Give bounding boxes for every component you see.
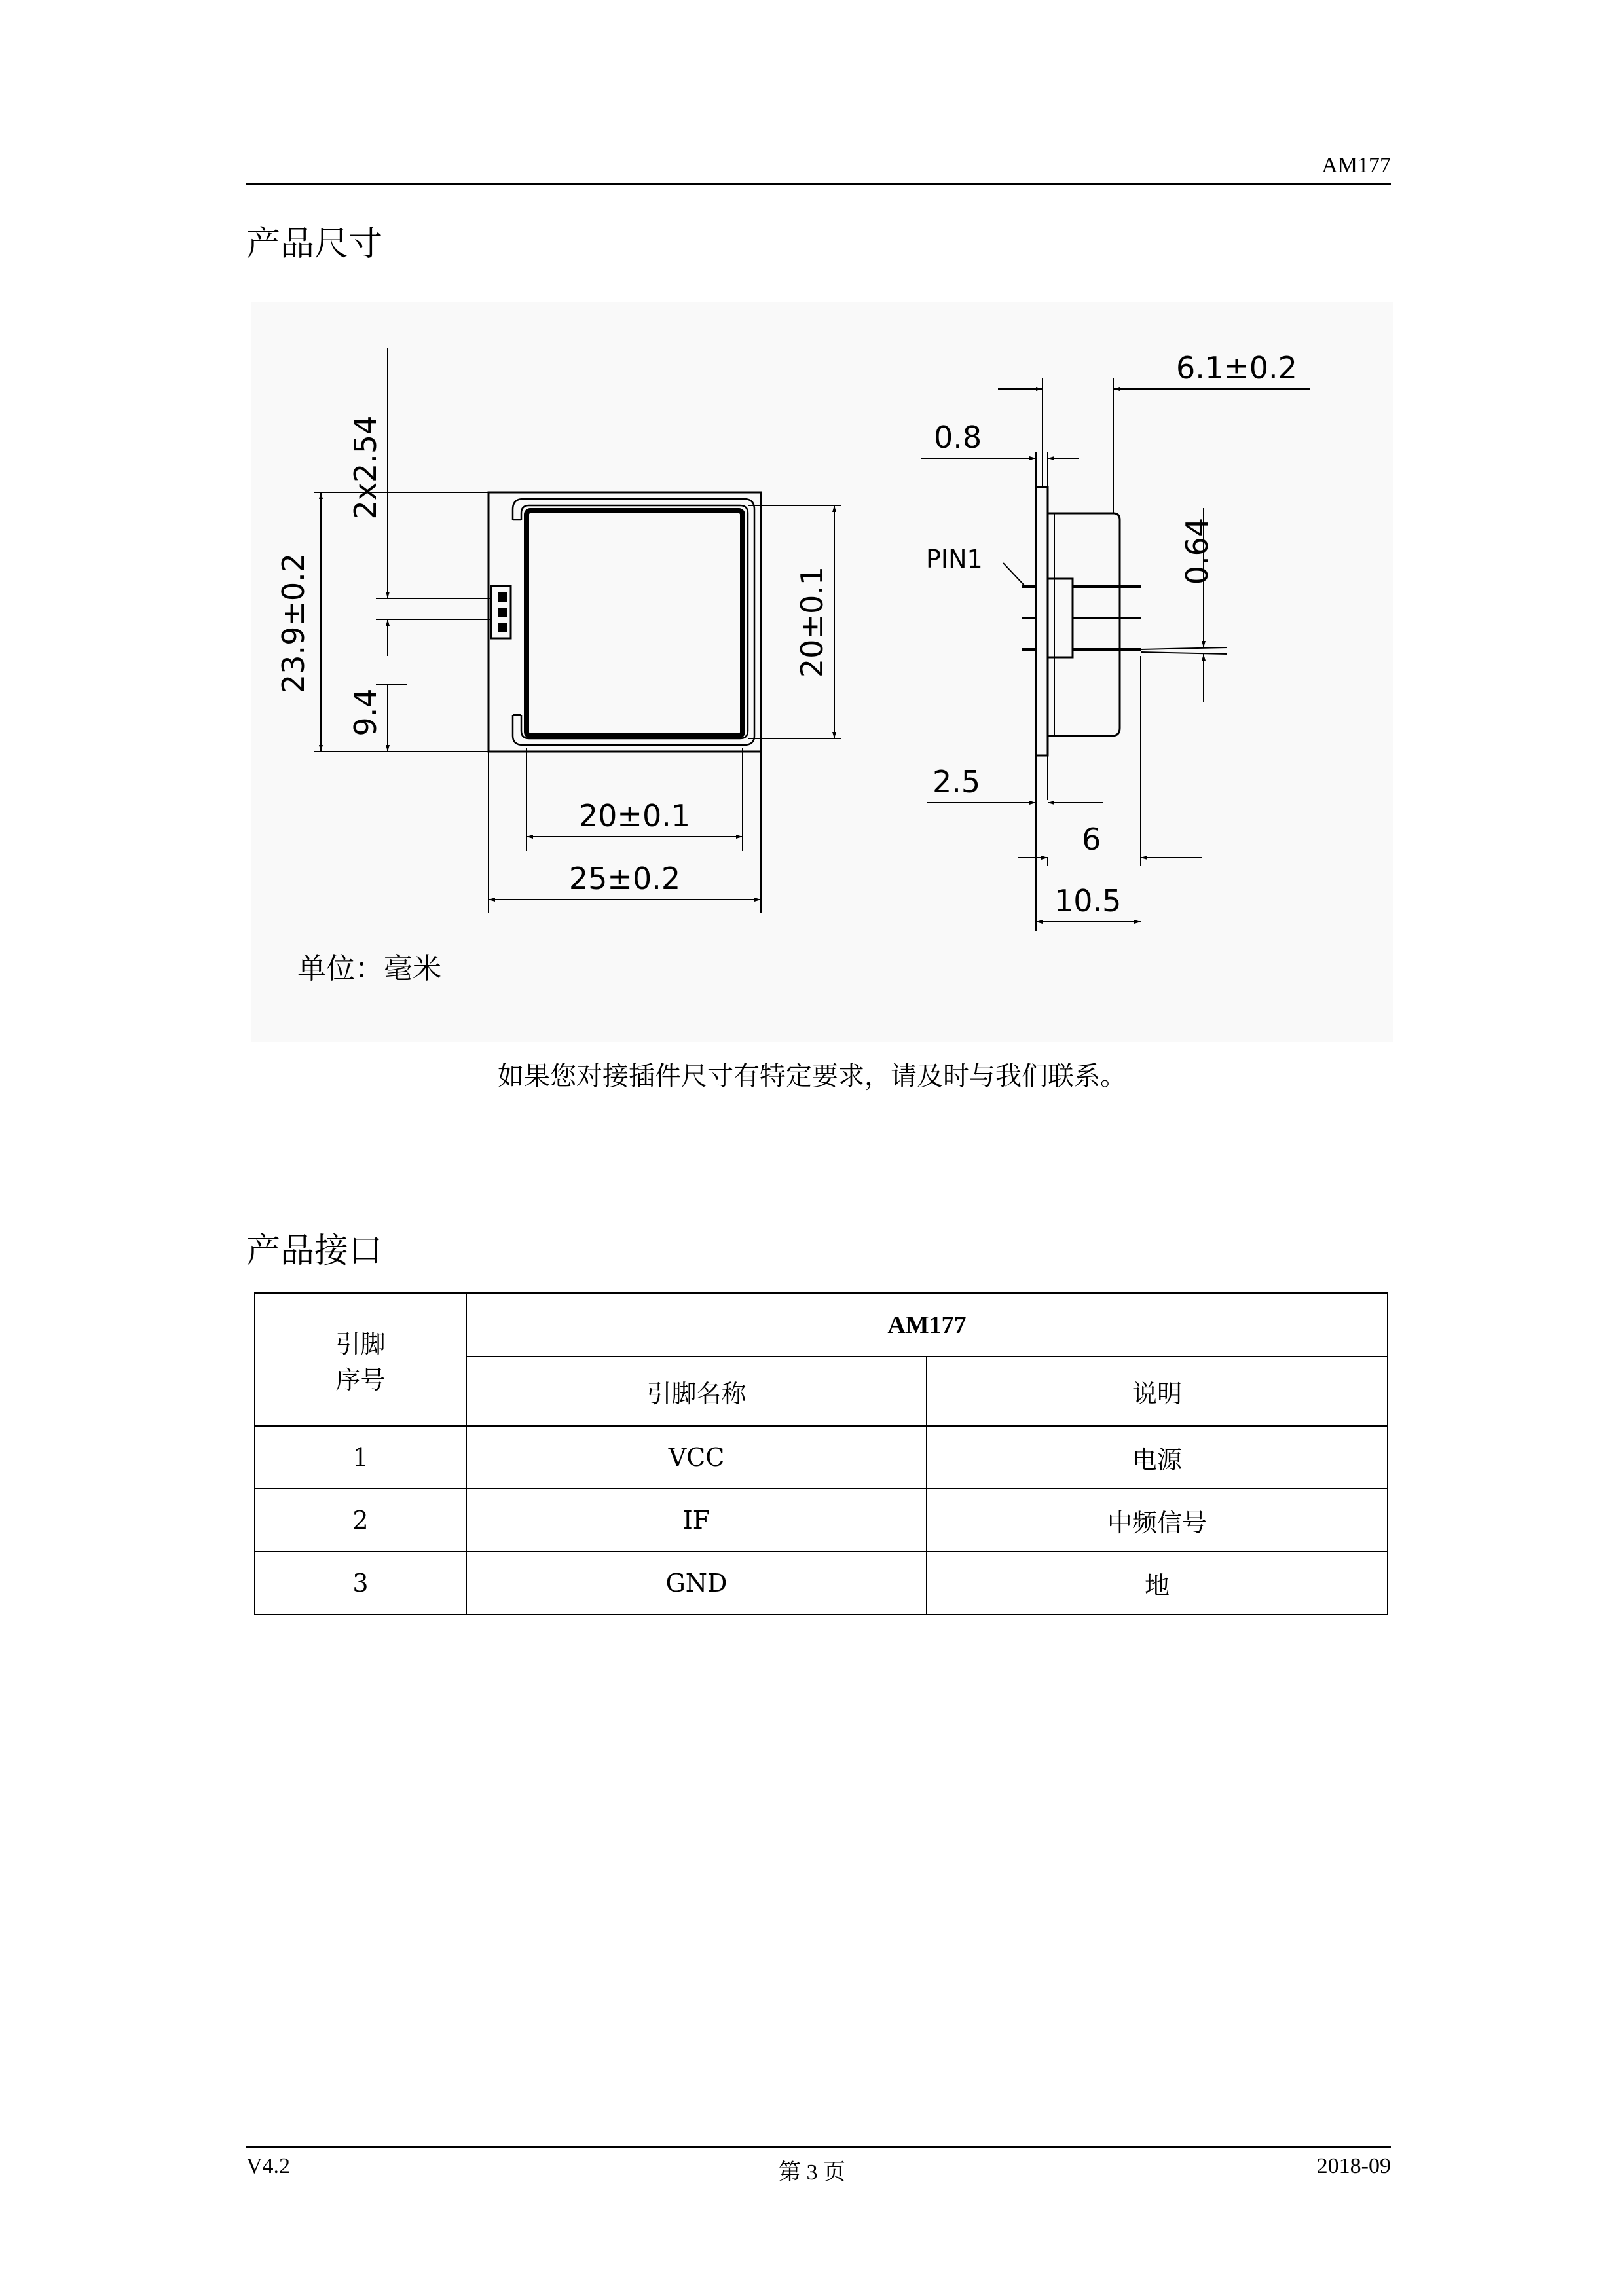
dim-b: 6 <box>1082 822 1101 857</box>
footer-rule <box>246 2146 1391 2148</box>
connector-note: 如果您对接插件尺寸有特定要求，请及时与我们联系。 <box>498 1061 1126 1091</box>
dim-outer-width: 25±0.2 <box>568 861 681 896</box>
footer-page-number: 第 3 页 <box>779 2160 845 2185</box>
antenna-window <box>526 511 743 736</box>
dimension-drawing <box>251 302 1393 1042</box>
pin-name: VCC <box>466 1426 927 1489</box>
dim-a: 2.5 <box>932 764 981 799</box>
section-title-interface: 产品接口 <box>246 1231 383 1271</box>
pcb-edge <box>1036 487 1048 756</box>
pin-description: 电源 <box>927 1426 1388 1489</box>
pin-name: IF <box>466 1489 927 1552</box>
table-row <box>255 1552 1388 1614</box>
dim-height: 23.9±0.2 <box>276 553 311 694</box>
front-view <box>489 492 761 752</box>
unit-label: 单位：毫米 <box>297 952 441 985</box>
dim-inner-width: 20±0.1 <box>578 798 691 833</box>
header-pin-name: 引脚名称 <box>466 1357 927 1426</box>
dim-pitch: 2x2.54 <box>348 415 383 520</box>
pin-name: GND <box>466 1552 927 1614</box>
pin-number: 3 <box>255 1552 466 1614</box>
pin-number: 1 <box>255 1426 466 1489</box>
dim-board-thickness: 0.8 <box>934 420 982 455</box>
pin-number: 2 <box>255 1489 466 1552</box>
dim-total: 10.5 <box>1054 883 1122 919</box>
header-pin-number: 引脚 序号 <box>255 1293 466 1426</box>
header-model-code: AM177 <box>1321 153 1391 177</box>
dim-overall-depth: 6.1±0.2 <box>1176 350 1297 386</box>
dim-offset: 9.4 <box>348 688 383 737</box>
section-title-dimensions: 产品尺寸 <box>246 225 383 264</box>
pin-description: 中频信号 <box>927 1489 1388 1552</box>
dim-pin-diameter: 0.64 <box>1179 517 1215 585</box>
table-row <box>255 1426 1388 1489</box>
table-header-row <box>255 1293 1388 1357</box>
side-dimensions <box>921 378 1310 931</box>
dim-inner-height: 20±0.1 <box>794 566 830 678</box>
pin-description: 地 <box>927 1552 1388 1614</box>
header-rule <box>246 183 1391 185</box>
module-outline <box>489 492 761 752</box>
header-model: AM177 <box>466 1293 1388 1357</box>
footer-version: V4.2 <box>246 2154 291 2178</box>
table-row <box>255 1489 1388 1552</box>
footer-date: 2018-09 <box>1316 2154 1391 2178</box>
header-description: 说明 <box>927 1357 1388 1426</box>
header-block <box>1048 579 1073 657</box>
pin-table <box>254 1292 1388 1615</box>
pin1-label: PIN1 <box>926 545 983 574</box>
